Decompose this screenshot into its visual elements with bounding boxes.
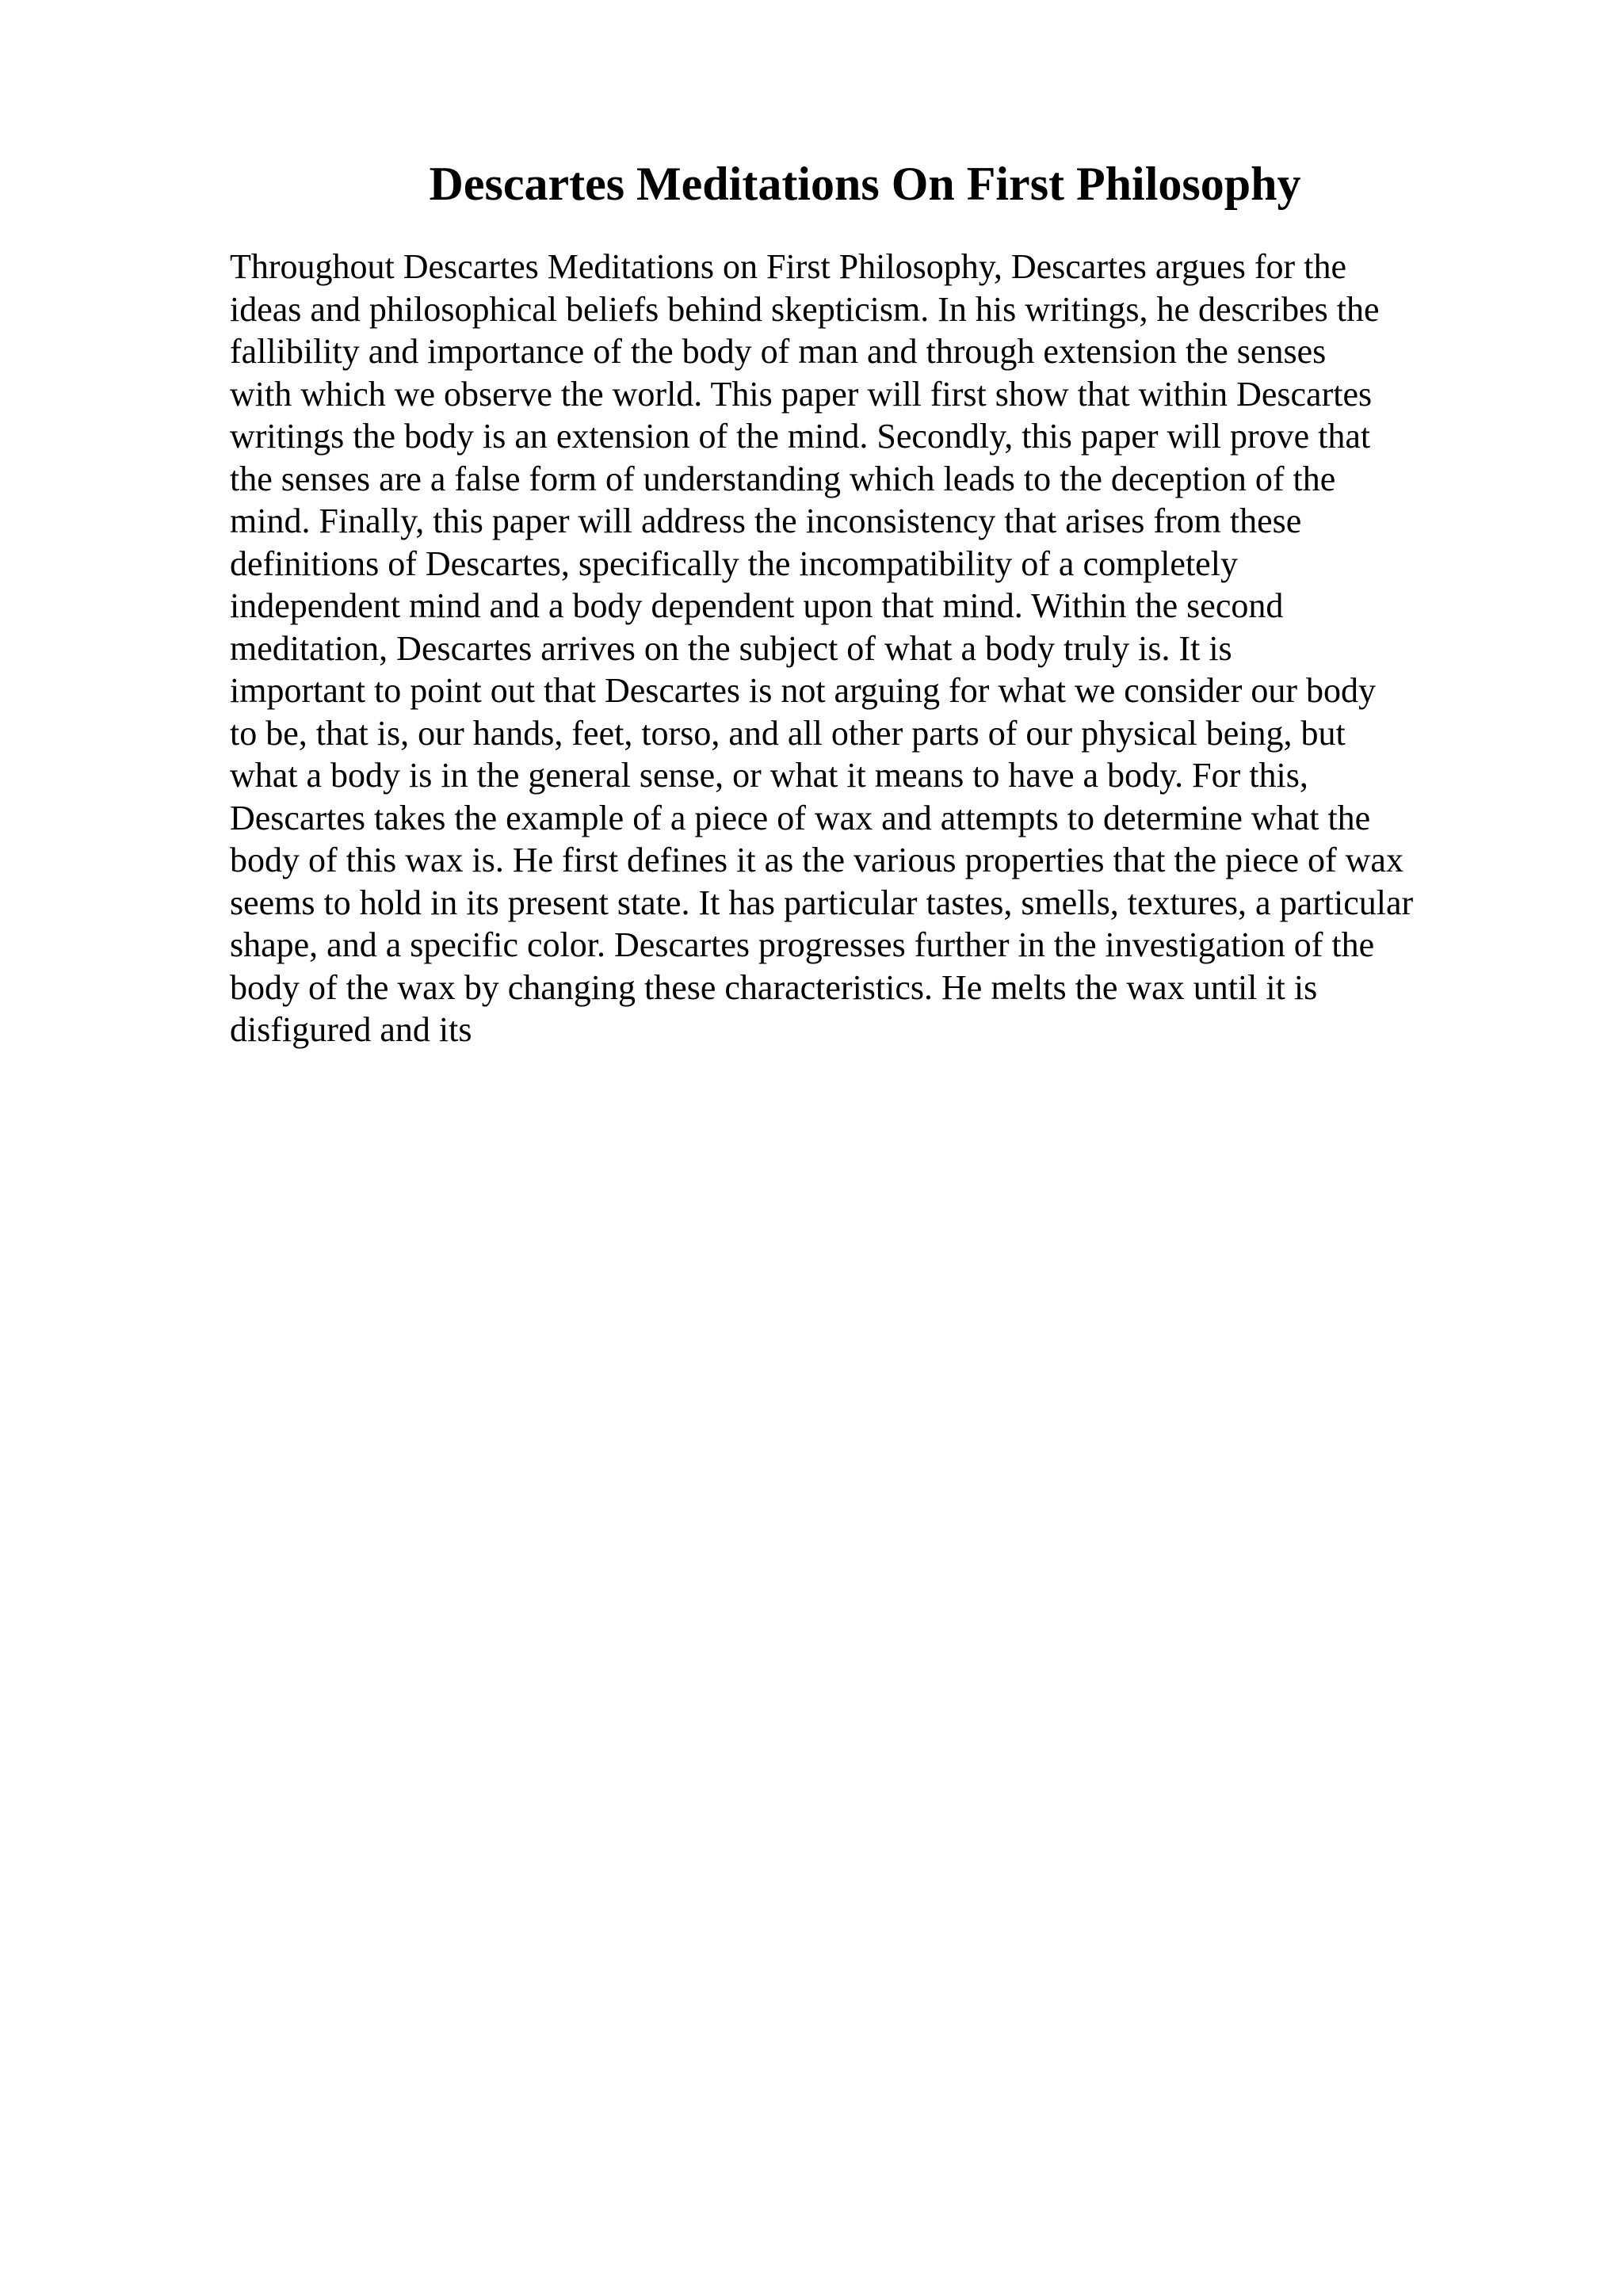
body-line: ideas and philosophical beliefs behind skepticism. In his writings, he describes the <box>230 289 1380 329</box>
body-line: to be, that is, our hands, feet, torso, and all other parts of our physical being, but <box>230 713 1346 753</box>
body-line: Throughout Descartes Meditations on First Philosophy, Descartes argues for the <box>230 247 1346 286</box>
body-line: writings the body is an extension of the mind. Secondly, this paper will prove that <box>230 417 1371 456</box>
body-line: what a body is in the general sense, or what it means to have a body. For this, <box>230 756 1308 795</box>
body-line: Descartes takes the example of a piece of wax and attempts to determine what the <box>230 798 1371 837</box>
body-line: definitions of Descartes, specifically the incompatibility of a completely <box>230 543 1238 583</box>
body-line: independent mind and a body dependent upon that mind. Within the second <box>230 586 1284 625</box>
body-line: mind. Finally, this paper will address the inconsistency that arises from these <box>230 502 1302 540</box>
body-line: shape, and a specific color. Descartes progresses further in the investigation of the <box>230 925 1375 964</box>
body-line: the senses are a false form of understanding which leads to the deception of the <box>230 459 1336 498</box>
document-title: Descartes Meditations On First Philosophy <box>429 158 1301 210</box>
body-line: fallibility and importance of the body of man and through extension the senses <box>230 332 1327 371</box>
body-line: body of the wax by changing these characteristics. He melts the wax until it is <box>230 967 1318 1007</box>
document-body <box>230 246 1514 1051</box>
body-line: important to point out that Descartes is not arguing for what we consider our body <box>230 671 1377 710</box>
body-line: disfigured and its <box>230 1010 472 1049</box>
body-line: body of this wax is. He first defines it as the various properties that the piece of wax <box>230 841 1403 879</box>
body-line: seems to hold in its present state. It has particular tastes, smells, textures, a particular <box>230 883 1414 922</box>
body-line: meditation, Descartes arrives on the subject of what a body truly is. It is <box>230 628 1232 668</box>
body-line: with which we observe the world. This paper will first show that within Descartes <box>230 374 1373 414</box>
